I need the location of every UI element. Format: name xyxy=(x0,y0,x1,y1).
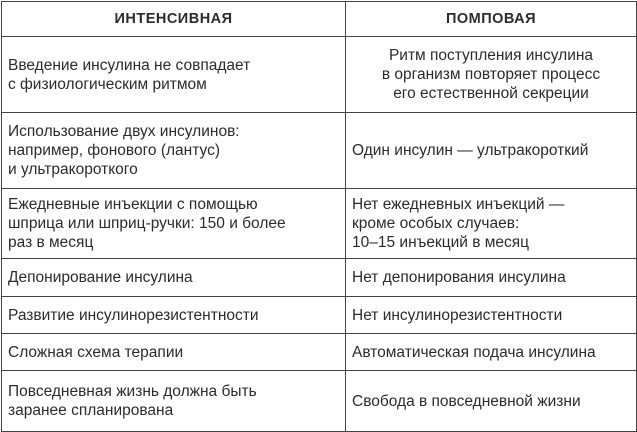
cell-intensive xyxy=(2,371,346,432)
cell-text-line: Повседневная жизнь должна быть xyxy=(8,383,257,400)
cell-pump xyxy=(346,37,637,113)
table-row xyxy=(2,371,637,432)
cell-text-line: раз в месяц xyxy=(8,234,94,251)
cell-text-line: 10–15 инъекций в месяц xyxy=(352,234,530,251)
cell-text-line: с физиологическим ритмом xyxy=(8,75,207,93)
cell-intensive xyxy=(2,113,346,189)
cell-text-line: Ритм поступления инсулина xyxy=(388,47,594,64)
cell-text-line: его естественной секреции xyxy=(393,85,589,102)
header-pump: ПОМПОВАЯ xyxy=(346,2,637,37)
table-row xyxy=(2,259,637,297)
cell-text-line: Свобода в повседневной жизни xyxy=(352,392,581,410)
cell-text-line: заранее спланирована xyxy=(8,402,174,419)
cell-text-line: Сложная схема терапии xyxy=(8,343,184,361)
cell-text-line: Нет инсулинорезистентности xyxy=(352,306,563,324)
table-row xyxy=(2,297,637,334)
cell-intensive xyxy=(2,37,346,113)
table-row xyxy=(2,37,637,113)
cell-pump xyxy=(346,334,637,371)
header-intensive: ИНТЕНСИВНАЯ xyxy=(2,2,346,37)
cell-text-line: в организм повторяет процесс xyxy=(381,66,601,83)
header-row xyxy=(2,2,637,37)
cell-text-line: Использование двух инсулинов: xyxy=(8,123,240,140)
cell-pump xyxy=(346,189,637,259)
cell-text-line: Автоматическая подача инсулина xyxy=(352,343,596,361)
cell-text-line: Ежедневные инъекции с помощью xyxy=(8,196,258,213)
cell-text-line: шприца или шприц-ручки: 150 и более xyxy=(8,215,286,232)
cell-intensive xyxy=(2,189,346,259)
cell-pump xyxy=(346,259,637,297)
cell-text-line: Введение инсулина не совпадает xyxy=(8,56,251,74)
table-row xyxy=(2,334,637,371)
cell-text-line: и ультракороткого xyxy=(8,161,138,178)
cell-text-line: Развитие инсулинорезистентности xyxy=(8,306,259,324)
table-row xyxy=(2,189,637,259)
cell-text-line: Нет депонирования инсулина xyxy=(352,269,566,286)
cell-text-line: кроме особых случаев: xyxy=(352,215,520,232)
comparison-table xyxy=(1,1,637,432)
cell-pump xyxy=(346,371,637,432)
cell-text-line: например, фонового (лантус) xyxy=(8,142,220,159)
cell-text-line: Депонирование инсулина xyxy=(8,269,193,286)
cell-pump xyxy=(346,297,637,334)
table-row xyxy=(2,113,637,189)
cell-pump xyxy=(346,113,637,189)
cell-intensive xyxy=(2,259,346,297)
cell-intensive xyxy=(2,297,346,334)
cell-text-line: Один инсулин — ультракороткий xyxy=(352,142,589,159)
cell-text-line: Нет ежедневных инъекций — xyxy=(352,196,565,213)
cell-intensive xyxy=(2,334,346,371)
